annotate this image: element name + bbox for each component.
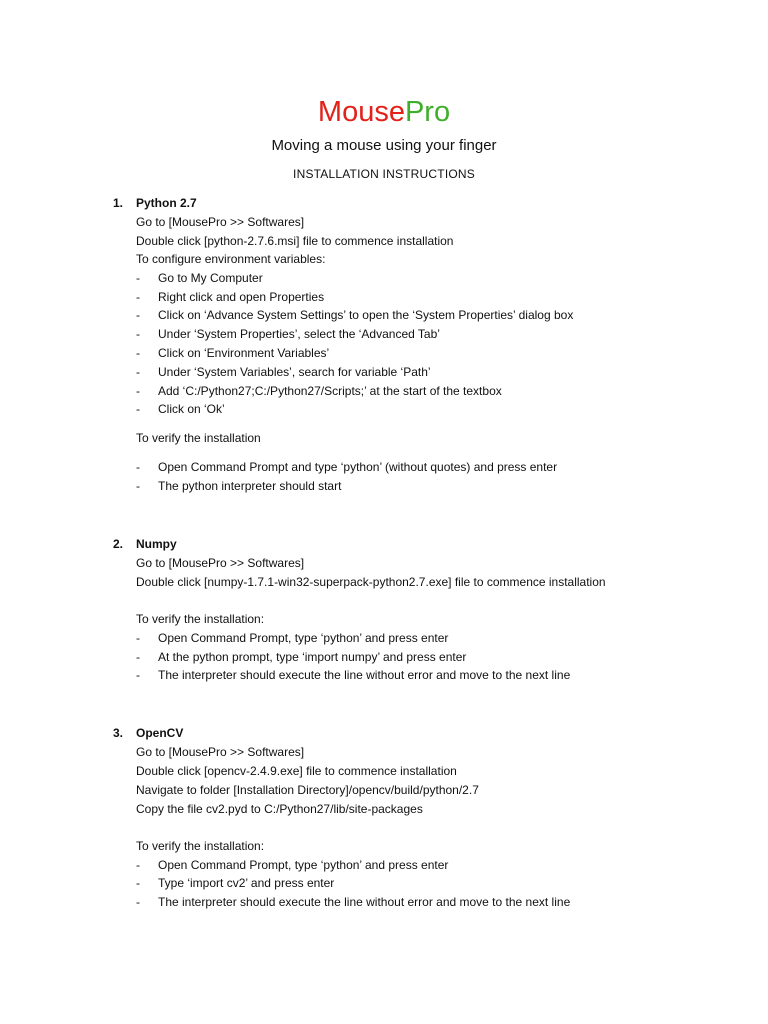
verify-item: The interpreter should execute the line without error and move to the next line (158, 668, 571, 682)
verify-label: To verify the installation: (136, 612, 265, 626)
bullet-item: Click on ‘Ok’ (158, 402, 225, 416)
section-line: Go to [MousePro >> Softwares] (136, 556, 305, 570)
section-line: Double click [numpy-1.7.1-win32-superpack-python2.7.exe] file to commence installation (136, 575, 606, 589)
section-line: Navigate to folder [Installation Directory]/opencv/build/python/2.7 (136, 783, 479, 797)
section-number: 1. (113, 196, 124, 210)
verify-item: At the python prompt, type ‘import numpy’ and press enter (158, 650, 467, 664)
title-pro: Pro (404, 96, 451, 128)
section-title: Numpy (136, 537, 177, 551)
section-line: Copy the file cv2.pyd to C:/Python27/lib/site-packages (136, 802, 423, 816)
section-line: Go to [MousePro >> Softwares] (136, 745, 305, 759)
verify-item: The interpreter should execute the line without error and move to the next line (158, 895, 571, 909)
bullet-dash: - (136, 308, 140, 322)
verify-label: To verify the installation: (136, 839, 265, 853)
bullet-item: Click on ‘Environment Variables’ (158, 346, 330, 360)
bullet-item: Right click and open Properties (158, 290, 325, 304)
section-line: Double click [python-2.7.6.msi] file to commence installation (136, 234, 454, 248)
title-mouse: Mouse (317, 96, 405, 128)
bullet-dash: - (136, 895, 140, 909)
bullet-dash: - (136, 460, 140, 474)
verify-item: Type ‘import cv2’ and press enter (158, 876, 335, 890)
bullet-dash: - (136, 479, 140, 493)
bullet-dash: - (136, 876, 140, 890)
instructions-heading: INSTALLATION INSTRUCTIONS (293, 167, 475, 181)
section-number: 3. (113, 726, 124, 740)
section-title: Python 2.7 (136, 196, 197, 210)
verify-label: To verify the installation (136, 431, 261, 445)
section-line: To configure environment variables: (136, 252, 326, 266)
document-subtitle: Moving a mouse using your finger (271, 137, 497, 154)
bullet-item: Go to My Computer (158, 271, 263, 285)
bullet-item: Add ‘C:/Python27;C:/Python27/Scripts;’ at the start of the textbox (158, 384, 502, 398)
verify-item: Open Command Prompt and type ‘python’ (without quotes) and press enter (158, 460, 558, 474)
section-line: Double click [opencv-2.4.9.exe] file to commence installation (136, 764, 457, 778)
bullet-dash: - (136, 290, 140, 304)
bullet-dash: - (136, 327, 140, 341)
verify-item: Open Command Prompt, type ‘python’ and press enter (158, 631, 449, 645)
document-title (0, 94, 768, 130)
bullet-dash: - (136, 650, 140, 664)
bullet-item: Under ‘System Variables’, search for variable ‘Path’ (158, 365, 431, 379)
verify-item: The python interpreter should start (158, 479, 342, 493)
bullet-dash: - (136, 858, 140, 872)
section-title: OpenCV (136, 726, 184, 740)
bullet-item: Under ‘System Properties’, select the ‘Advanced Tab’ (158, 327, 440, 341)
bullet-dash: - (136, 402, 140, 416)
verify-item: Open Command Prompt, type ‘python’ and press enter (158, 858, 449, 872)
section-number: 2. (113, 537, 124, 551)
bullet-dash: - (136, 668, 140, 682)
bullet-dash: - (136, 384, 140, 398)
bullet-dash: - (136, 631, 140, 645)
bullet-item: Click on ‘Advance System Settings’ to open the ‘System Properties’ dialog box (158, 308, 574, 322)
bullet-dash: - (136, 365, 140, 379)
bullet-dash: - (136, 346, 140, 360)
bullet-dash: - (136, 271, 140, 285)
section-line: Go to [MousePro >> Softwares] (136, 215, 305, 229)
